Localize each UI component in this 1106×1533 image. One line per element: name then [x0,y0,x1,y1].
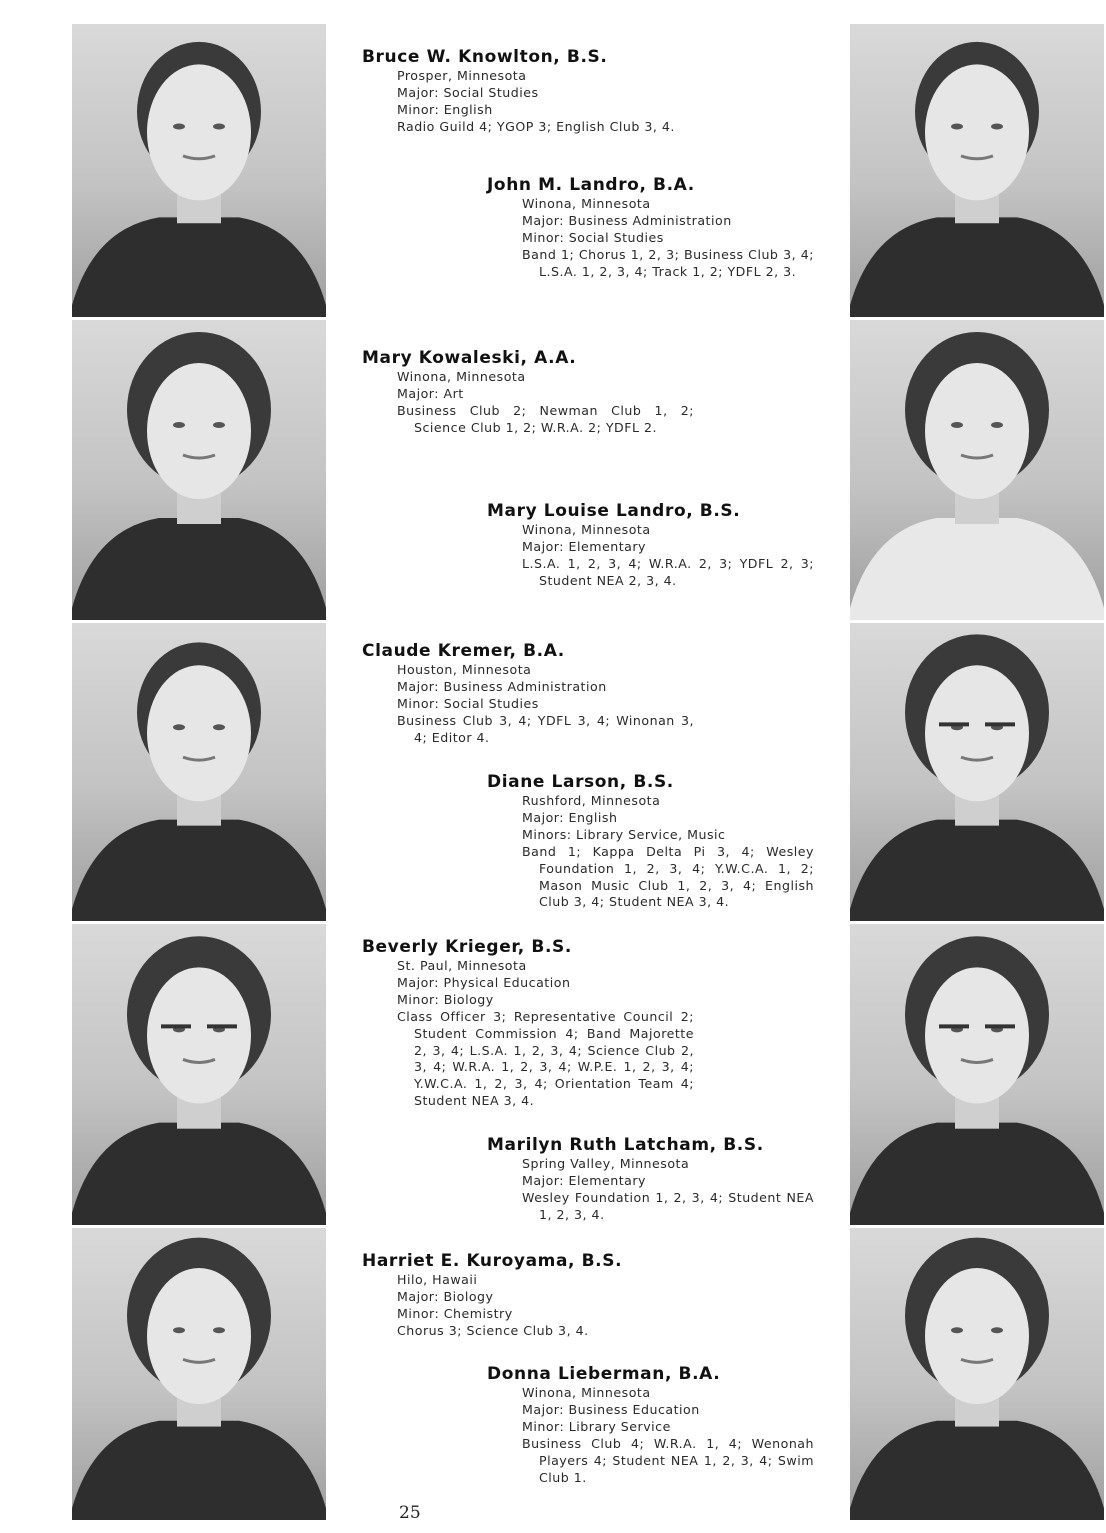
shoulders-shape [850,1123,1104,1225]
shoulders-shape [72,518,326,620]
entry-hometown: Houston, Minnesota [397,662,532,677]
entry-kuroyama [362,1250,694,1340]
entry-hometown: Prosper, Minnesota [397,68,527,83]
shoulders-shape [850,518,1104,620]
face-shape [925,363,1029,499]
portrait-krieger [72,924,326,1225]
eye-shape [213,124,225,130]
entry-activities: Band 1; Chorus 1, 2, 3; Business Club 3, 4; L.S.A. 1, 2, 3, 4; Track 1, 2; YDFL 2, 3. [522,246,814,279]
entry-major: Major: Social Studies [397,84,539,100]
face-shape [147,64,251,200]
portrait-landro-john [850,24,1104,317]
eye-shape [991,1327,1003,1333]
entry-name: Donna Lieberman, B.A. [487,1364,721,1384]
entry-details [397,662,694,747]
face-shape [147,1268,251,1404]
page-number: 25 [399,1503,421,1523]
eye-shape [173,724,185,730]
portrait-latcham [850,924,1104,1225]
face-shape [147,363,251,499]
entry-name: Bruce W. Knowlton, B.S. [362,47,608,67]
entry-major: Major: Elementary [522,1172,646,1188]
entry-name: Mary Kowaleski, A.A. [362,348,577,368]
entry-details [397,1272,694,1340]
portrait-silhouette [850,320,1104,620]
entry-details [397,68,702,136]
entry-major: Major: Biology [397,1288,494,1304]
portrait-kremer [72,623,326,921]
face-shape [925,1268,1029,1404]
entry-name: Claude Kremer, B.A. [362,641,565,661]
entry-hometown: Winona, Minnesota [522,1385,651,1400]
entry-hometown: Spring Valley, Minnesota [522,1156,690,1171]
entry-larson [487,771,814,911]
eye-shape [951,422,963,428]
entry-minor: Minor: Chemistry [397,1305,513,1321]
entry-name: Diane Larson, B.S. [487,772,674,792]
portrait-silhouette [72,24,326,317]
entry-major: Major: English [522,809,618,825]
entry-major: Major: Elementary [522,538,646,554]
portrait-knowlton [72,24,326,317]
entry-minor: Minor: Biology [397,991,494,1007]
entry-hometown: Hilo, Hawaii [397,1272,478,1287]
entry-hometown: Winona, Minnesota [522,522,651,537]
entry-kremer [362,640,694,747]
entry-landro-mary-louise [487,500,814,590]
entry-activities: Business Club 2; Newman Club 1, 2; Science Club 1, 2; W.R.A. 2; YDFL 2. [397,402,694,435]
entry-minor: Minor: Library Service [522,1418,671,1434]
entry-minor: Minors: Library Service, Music [522,826,726,842]
portrait-silhouette [72,623,326,921]
shoulders-shape [850,820,1104,921]
entry-major: Major: Art [397,385,464,401]
portrait-lieberman [850,1228,1104,1520]
entry-kowaleski [362,347,694,437]
entry-major: Major: Business Administration [522,212,732,228]
face-shape [925,967,1029,1103]
entry-hometown: Winona, Minnesota [397,369,526,384]
portrait-silhouette [850,1228,1104,1520]
eye-shape [991,124,1003,130]
entry-details [522,1156,814,1224]
portrait-silhouette [72,320,326,620]
entry-activities: Business Club 4; W.R.A. 1, 4; Wenonah Players 4; Student NEA 1, 2, 3, 4; Swim Club 1. [522,1435,814,1485]
portrait-silhouette [72,924,326,1225]
entry-activities: Business Club 3, 4; YDFL 3, 4; Winonan 3, 4; Editor 4. [397,712,694,745]
eye-shape [213,724,225,730]
entry-details [522,522,814,590]
entry-hometown: Winona, Minnesota [522,196,651,211]
entry-name: Marilyn Ruth Latcham, B.S. [487,1135,764,1155]
shoulders-shape [72,1123,326,1225]
entry-landro-john [487,174,814,281]
shoulders-shape [850,217,1104,317]
portrait-kowaleski [72,320,326,620]
portrait-silhouette [850,24,1104,317]
entry-hometown: St. Paul, Minnesota [397,958,527,973]
face-shape [925,665,1029,801]
entry-activities: L.S.A. 1, 2, 3, 4; W.R.A. 2, 3; YDFL 2, 3; Student NEA 2, 3, 4. [522,555,814,588]
entry-minor: Minor: Social Studies [397,695,539,711]
face-shape [925,64,1029,200]
shoulders-shape [72,217,326,317]
entry-activities: Radio Guild 4; YGOP 3; English Club 3, 4. [397,118,675,134]
entry-activities: Class Officer 3; Representative Council 2; Student Commission 4; Band Majorette 2, 3, 4; L.S.A. 1, 2, 3, 4; Science Club 2, 3, 4; W.R.A. 1, 2, 3, 4; W.P.E. 1, 2, 3, 4; Y.W.C.A. 1, 2, 3, 4; Orientation Team 4; Student NEA 3, 4. [397,1008,694,1109]
eye-shape [173,124,185,130]
entry-activities: Wesley Foundation 1, 2, 3, 4; Student NEA 1, 2, 3, 4. [522,1189,814,1222]
entry-name: Beverly Krieger, B.S. [362,937,572,957]
entry-activities: Band 1; Kappa Delta Pi 3, 4; Wesley Foundation 1, 2, 3, 4; Y.W.C.A. 1, 2; Mason Music Club 1, 2, 3, 4; English Club 3, 4; Student NEA 3, 4. [522,843,814,910]
shoulders-shape [850,1421,1104,1520]
portrait-kuroyama [72,1228,326,1520]
entry-details [397,958,694,1110]
eye-shape [213,1327,225,1333]
entry-name: Harriet E. Kuroyama, B.S. [362,1251,623,1271]
face-shape [147,967,251,1103]
entry-lieberman [487,1363,814,1486]
entry-details [522,793,814,911]
portrait-silhouette [72,1228,326,1520]
eye-shape [951,124,963,130]
portrait-landro-mary-louise [850,320,1104,620]
entry-details [397,369,694,437]
entry-minor: Minor: English [397,101,493,117]
eye-shape [991,422,1003,428]
entry-major: Major: Business Education [522,1401,700,1417]
entry-hometown: Rushford, Minnesota [522,793,661,808]
entry-latcham [487,1134,814,1224]
portrait-larson [850,623,1104,921]
shoulders-shape [72,1421,326,1520]
entry-krieger [362,936,694,1110]
eye-shape [173,1327,185,1333]
eye-shape [173,422,185,428]
entry-details [522,1385,814,1486]
entry-details [522,196,814,281]
eye-shape [213,422,225,428]
portrait-silhouette [850,623,1104,921]
entry-minor: Minor: Social Studies [522,229,664,245]
entry-major: Major: Physical Education [397,974,571,990]
entry-knowlton [362,46,702,136]
portrait-silhouette [850,924,1104,1225]
entry-activities: Chorus 3; Science Club 3, 4. [397,1322,589,1338]
face-shape [147,665,251,801]
entry-major: Major: Business Administration [397,678,607,694]
shoulders-shape [72,820,326,921]
entry-name: John M. Landro, B.A. [487,175,695,195]
eye-shape [951,1327,963,1333]
entry-name: Mary Louise Landro, B.S. [487,501,741,521]
